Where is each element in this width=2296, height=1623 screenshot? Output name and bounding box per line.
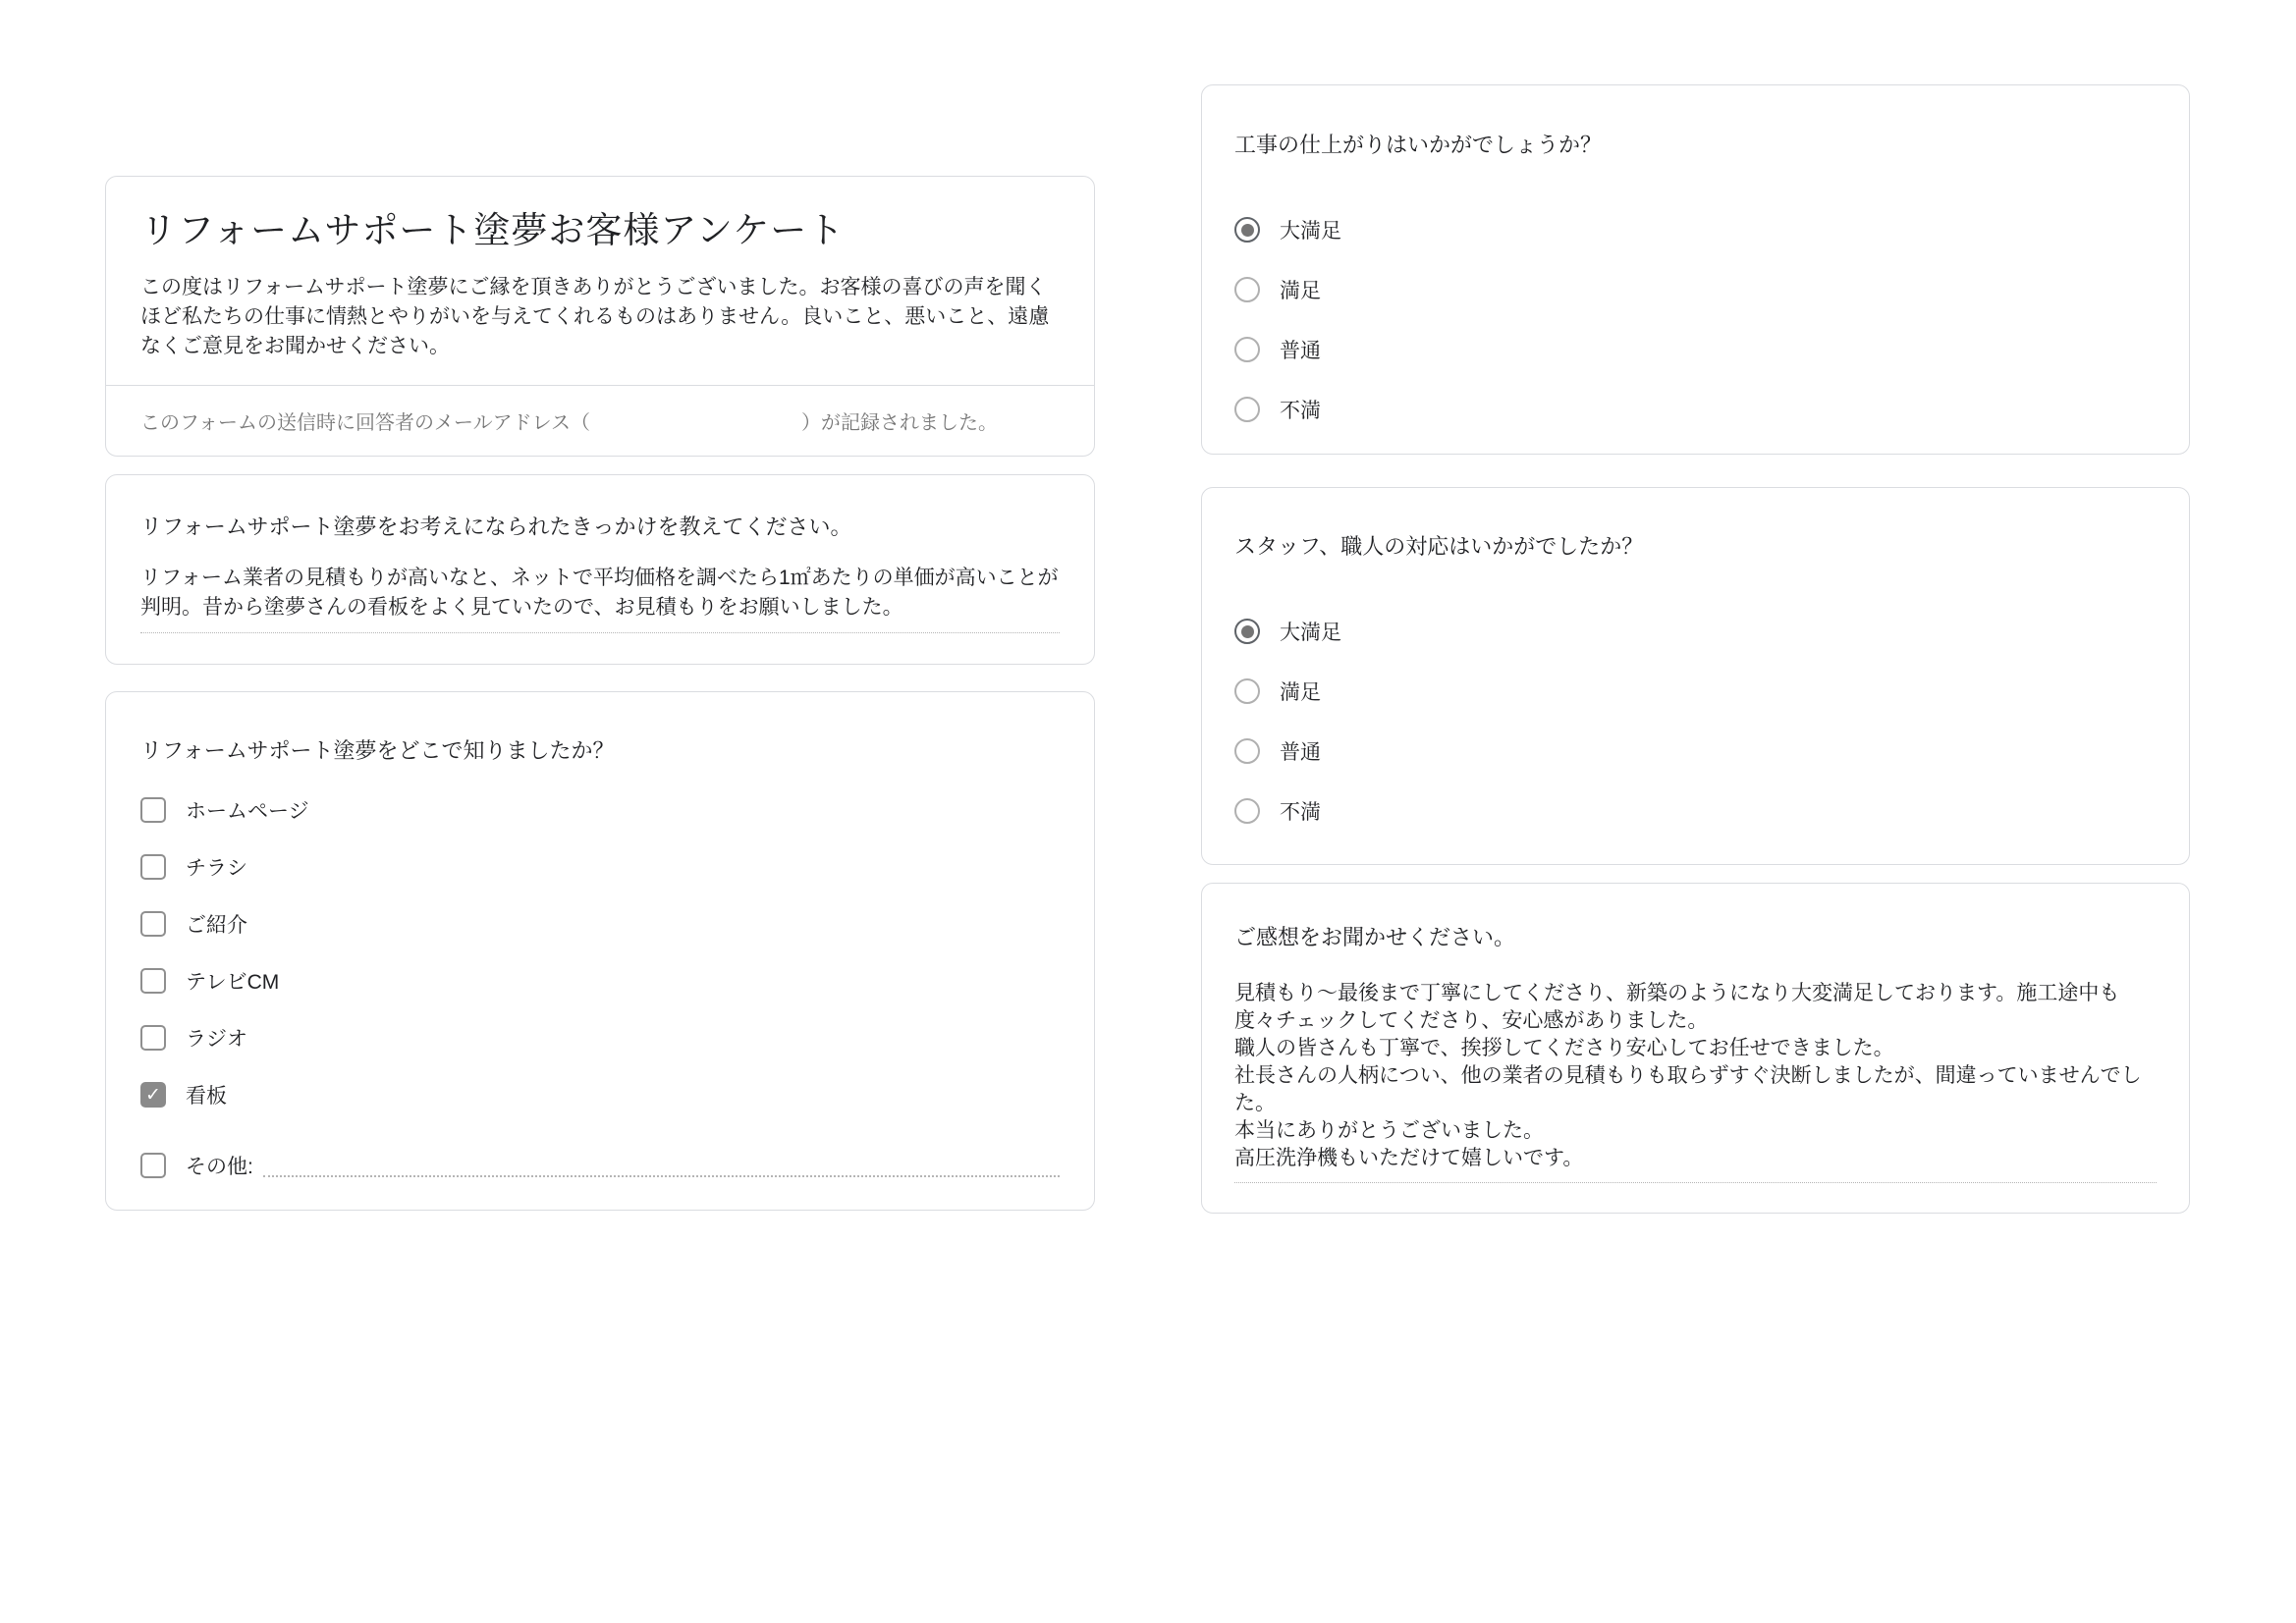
option-label: 不満	[1280, 400, 1321, 422]
option-label: 普通	[1280, 741, 1321, 764]
question-card-reason	[105, 474, 1095, 665]
checkbox-unchecked-icon[interactable]	[140, 797, 166, 823]
option-label: ラジオ	[186, 1028, 247, 1051]
checkbox-unchecked-icon[interactable]	[140, 911, 166, 937]
radio-option-row[interactable]	[1234, 395, 2157, 424]
option-label: 不満	[1280, 801, 1321, 824]
form-title-card	[105, 176, 1095, 457]
option-label: チラシ	[186, 857, 247, 880]
checkbox-option-row[interactable]	[140, 1151, 1060, 1180]
radio-unchecked-icon[interactable]	[1234, 678, 1260, 704]
checkbox-option-row[interactable]	[140, 1080, 1060, 1109]
radio-option-row[interactable]	[1234, 617, 2157, 646]
option-label: ご紹介	[186, 914, 247, 937]
option-label: 普通	[1280, 340, 1321, 362]
checkbox-unchecked-icon[interactable]	[140, 854, 166, 880]
option-label: ホームページ	[186, 800, 309, 823]
radio-option-list	[1234, 215, 2157, 424]
radio-unchecked-icon[interactable]	[1234, 337, 1260, 362]
other-answer-line[interactable]	[263, 1154, 1060, 1176]
checkbox-unchecked-icon[interactable]	[140, 968, 166, 994]
question-title: リフォームサポート塗夢をどこで知りましたか？	[140, 738, 615, 763]
email-record-notice	[106, 385, 1094, 456]
radio-checked-icon[interactable]	[1234, 217, 1260, 243]
radio-unchecked-icon[interactable]	[1234, 277, 1260, 302]
option-label: 大満足	[1280, 622, 1341, 644]
radio-option-list	[1234, 617, 2157, 826]
left-column	[105, 176, 1095, 1211]
radio-unchecked-icon[interactable]	[1234, 738, 1260, 764]
radio-option-row[interactable]	[1234, 796, 2157, 826]
question-card-staff-response	[1201, 487, 2190, 865]
short-text-answer: リフォーム業者の見積もりが高いなと、ネットで平均価格を調べたら1㎡あたりの単価が高いことが判明。昔から塗夢さんの看板をよく見ていたので、お見積もりをお願いしました。	[140, 564, 1060, 633]
radio-option-row[interactable]	[1234, 676, 2157, 706]
radio-unchecked-icon[interactable]	[1234, 798, 1260, 824]
checkbox-checked-icon[interactable]: ✓	[140, 1082, 166, 1108]
radio-unchecked-icon[interactable]	[1234, 397, 1260, 422]
checkbox-option-row[interactable]	[140, 795, 1060, 825]
question-card-feedback	[1201, 883, 2190, 1214]
checkbox-option-row[interactable]	[140, 852, 1060, 882]
question-card-finish-quality	[1201, 84, 2190, 455]
option-label: 大満足	[1280, 220, 1341, 243]
question-title: ご感想をお聞かせください。	[1234, 925, 1516, 949]
checkbox-unchecked-icon[interactable]	[140, 1153, 166, 1178]
email-notice-prefix: このフォームの送信時に回答者のメールアドレス（	[140, 412, 590, 434]
paragraph-answer: 見積もり～最後まで丁寧にしてくださり、新築のようになり大変満足しております。施工途中も度々チェックしてくださり、安心感がありました。 職人の皆さんも丁寧で、挨拶してくださり安心してお任せできました。 社長さんの人柄につい、他の業者の見積もりも取らずすぐ決断しましたが、間違っていませんでした。 本当にありがとうございました。 高圧洗浄機もいただけて嬉しいです。	[1234, 980, 2157, 1183]
option-label: 看板	[186, 1085, 227, 1108]
form-header	[106, 208, 1094, 361]
option-label: 満足	[1280, 280, 1321, 302]
option-label: テレビCM	[186, 971, 280, 994]
question-title: リフォームサポート塗夢をお考えになられたきっかけを教えてください。	[140, 514, 852, 539]
radio-selected-dot	[1241, 625, 1254, 638]
form-description: この度はリフォームサポート塗夢にご縁を頂きありがとうございました。お客様の喜びの声を聞くほど私たちの仕事に情熱とやりがいを与えてくれるものはありません。良いこと、悪いこと、遠慮なくご意見をお聞かせください。	[140, 276, 1050, 357]
checkbox-option-list	[140, 795, 1060, 1180]
option-label: 満足	[1280, 681, 1321, 704]
option-label: その他:	[186, 1156, 253, 1178]
checkbox-option-row[interactable]	[140, 966, 1060, 996]
question-card-source	[105, 691, 1095, 1211]
checkbox-unchecked-icon[interactable]	[140, 1025, 166, 1051]
radio-option-row[interactable]	[1234, 335, 2157, 364]
question-title: 工事の仕上がりはいかがでしょうか？	[1234, 133, 1603, 157]
radio-option-row[interactable]	[1234, 736, 2157, 766]
email-notice-suffix: ）が記録されました。	[801, 412, 998, 434]
checkbox-option-row[interactable]	[140, 909, 1060, 939]
question-title: スタッフ、職人の対応はいかがでしたか？	[1234, 534, 1644, 559]
radio-checked-icon[interactable]	[1234, 619, 1260, 644]
right-column	[1201, 84, 2190, 1214]
radio-option-row[interactable]	[1234, 275, 2157, 304]
radio-option-row[interactable]	[1234, 215, 2157, 244]
checkbox-option-row[interactable]	[140, 1023, 1060, 1053]
radio-selected-dot	[1241, 224, 1254, 237]
form-title: リフォームサポート塗夢お客様アンケート	[140, 210, 846, 250]
